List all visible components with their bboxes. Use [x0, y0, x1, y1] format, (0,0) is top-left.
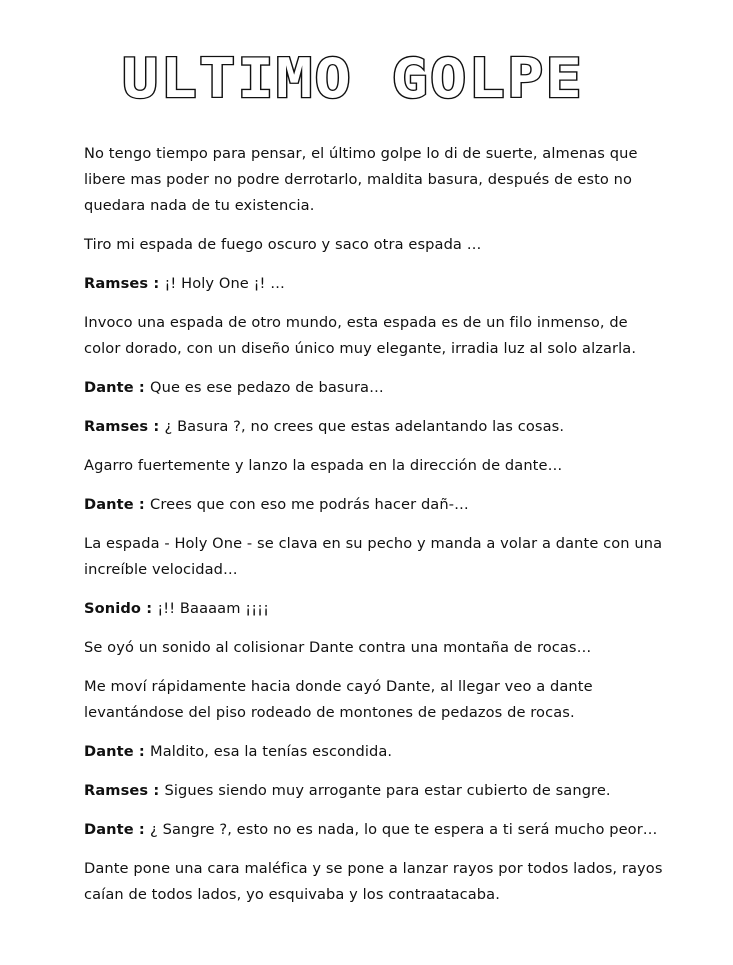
speaker-separator: : — [148, 275, 165, 292]
paragraph-gap — [84, 362, 664, 375]
paragraph-text: Crees que con eso me podrás hacer dañ-… — [150, 496, 469, 513]
narration-paragraph — [84, 856, 664, 908]
dialogue-line — [84, 596, 664, 622]
dialogue-line — [84, 817, 664, 843]
paragraph-gap — [84, 726, 664, 739]
paragraph-gap — [84, 297, 664, 310]
paragraph-text: Maldito, esa la tenías escondida. — [150, 743, 393, 760]
speaker-separator: : — [141, 600, 158, 617]
speaker-separator: : — [133, 821, 151, 838]
paragraph-text: Invoco una espada de otro mundo, esta espada es de un filo inmenso, de color dorado, con un diseño único muy elegante, irradia luz al solo alzarla. — [84, 314, 637, 357]
paragraph-gap — [84, 518, 664, 531]
speaker-name: Ramses — [84, 418, 149, 435]
speaker-name: Dante — [84, 496, 134, 513]
dialogue-line — [84, 271, 664, 297]
speaker-name: Sonido — [84, 600, 142, 617]
paragraph-text: ¿ Sangre ?, esto no es nada, lo que te espera a ti será mucho peor… — [150, 821, 658, 838]
paragraph-gap — [84, 583, 664, 596]
paragraph-text: La espada - Holy One - se clava en su pecho y manda a volar a dante con una increíble velocidad… — [84, 535, 663, 578]
paragraph-gap — [84, 258, 664, 271]
paragraph-text: Tiro mi espada de fuego oscuro y saco otra espada … — [84, 236, 482, 253]
speaker-separator: : — [133, 743, 151, 760]
paragraph-text: Me moví rápidamente hacia donde cayó Dante, al llegar veo a dante levantándose del piso rodeado de montones de pedazos de rocas. — [84, 678, 593, 721]
speaker-name: Dante — [84, 743, 134, 760]
speaker-name: Ramses — [84, 275, 149, 292]
dialogue-line — [84, 778, 664, 804]
paragraph-text: ¡! Holy One ¡! … — [164, 275, 285, 292]
narration-paragraph — [84, 141, 664, 219]
speaker-separator: : — [133, 496, 151, 513]
title-banner — [118, 50, 588, 106]
paragraph-text: ¡!! Baaaam ¡¡¡¡ — [157, 600, 270, 617]
paragraph-text: Agarro fuertemente y lanzo la espada en la dirección de dante… — [84, 457, 563, 474]
story-body — [84, 141, 664, 908]
dialogue-line — [84, 414, 664, 440]
paragraph-text: Se oyó un sonido al colisionar Dante contra una montaña de rocas… — [84, 639, 592, 656]
narration-paragraph — [84, 674, 664, 726]
narration-paragraph — [84, 635, 664, 661]
paragraph-text: ¿ Basura ?, no crees que estas adelantando las cosas. — [164, 418, 565, 435]
paragraph-gap — [84, 219, 664, 232]
speaker-separator: : — [148, 418, 165, 435]
dialogue-line — [84, 492, 664, 518]
narration-paragraph — [84, 453, 664, 479]
dialogue-line — [84, 375, 664, 401]
narration-paragraph — [84, 531, 664, 583]
speaker-name: Ramses — [84, 782, 149, 799]
speaker-name: Dante — [84, 379, 134, 396]
paragraph-gap — [84, 622, 664, 635]
speaker-name: Dante — [84, 821, 134, 838]
speaker-separator: : — [133, 379, 151, 396]
paragraph-text: No tengo tiempo para pensar, el último golpe lo di de suerte, almenas que libere mas poder no podre derrotarlo, maldita basura, después de esto no quedara nada de tu existencia. — [84, 145, 638, 214]
paragraph-text: Sigues siendo muy arrogante para estar cubierto de sangre. — [164, 782, 611, 799]
speaker-separator: : — [148, 782, 165, 799]
dialogue-line — [84, 739, 664, 765]
paragraph-gap — [84, 440, 664, 453]
paragraph-gap — [84, 804, 664, 817]
paragraph-gap — [84, 401, 664, 414]
paragraph-gap — [84, 661, 664, 674]
paragraph-text: Que es ese pedazo de basura… — [150, 379, 384, 396]
title-graphic — [118, 50, 588, 106]
narration-paragraph — [84, 232, 664, 258]
paragraph-gap — [84, 843, 664, 856]
paragraph-gap — [84, 765, 664, 778]
page-title: ULTIMO GOLPE — [122, 50, 584, 106]
paragraph-text: Dante pone una cara maléfica y se pone a lanzar rayos por todos lados, rayos caían de todos lados, yo esquivaba y los contraatacaba. — [84, 860, 663, 903]
narration-paragraph — [84, 310, 664, 362]
paragraph-gap — [84, 479, 664, 492]
